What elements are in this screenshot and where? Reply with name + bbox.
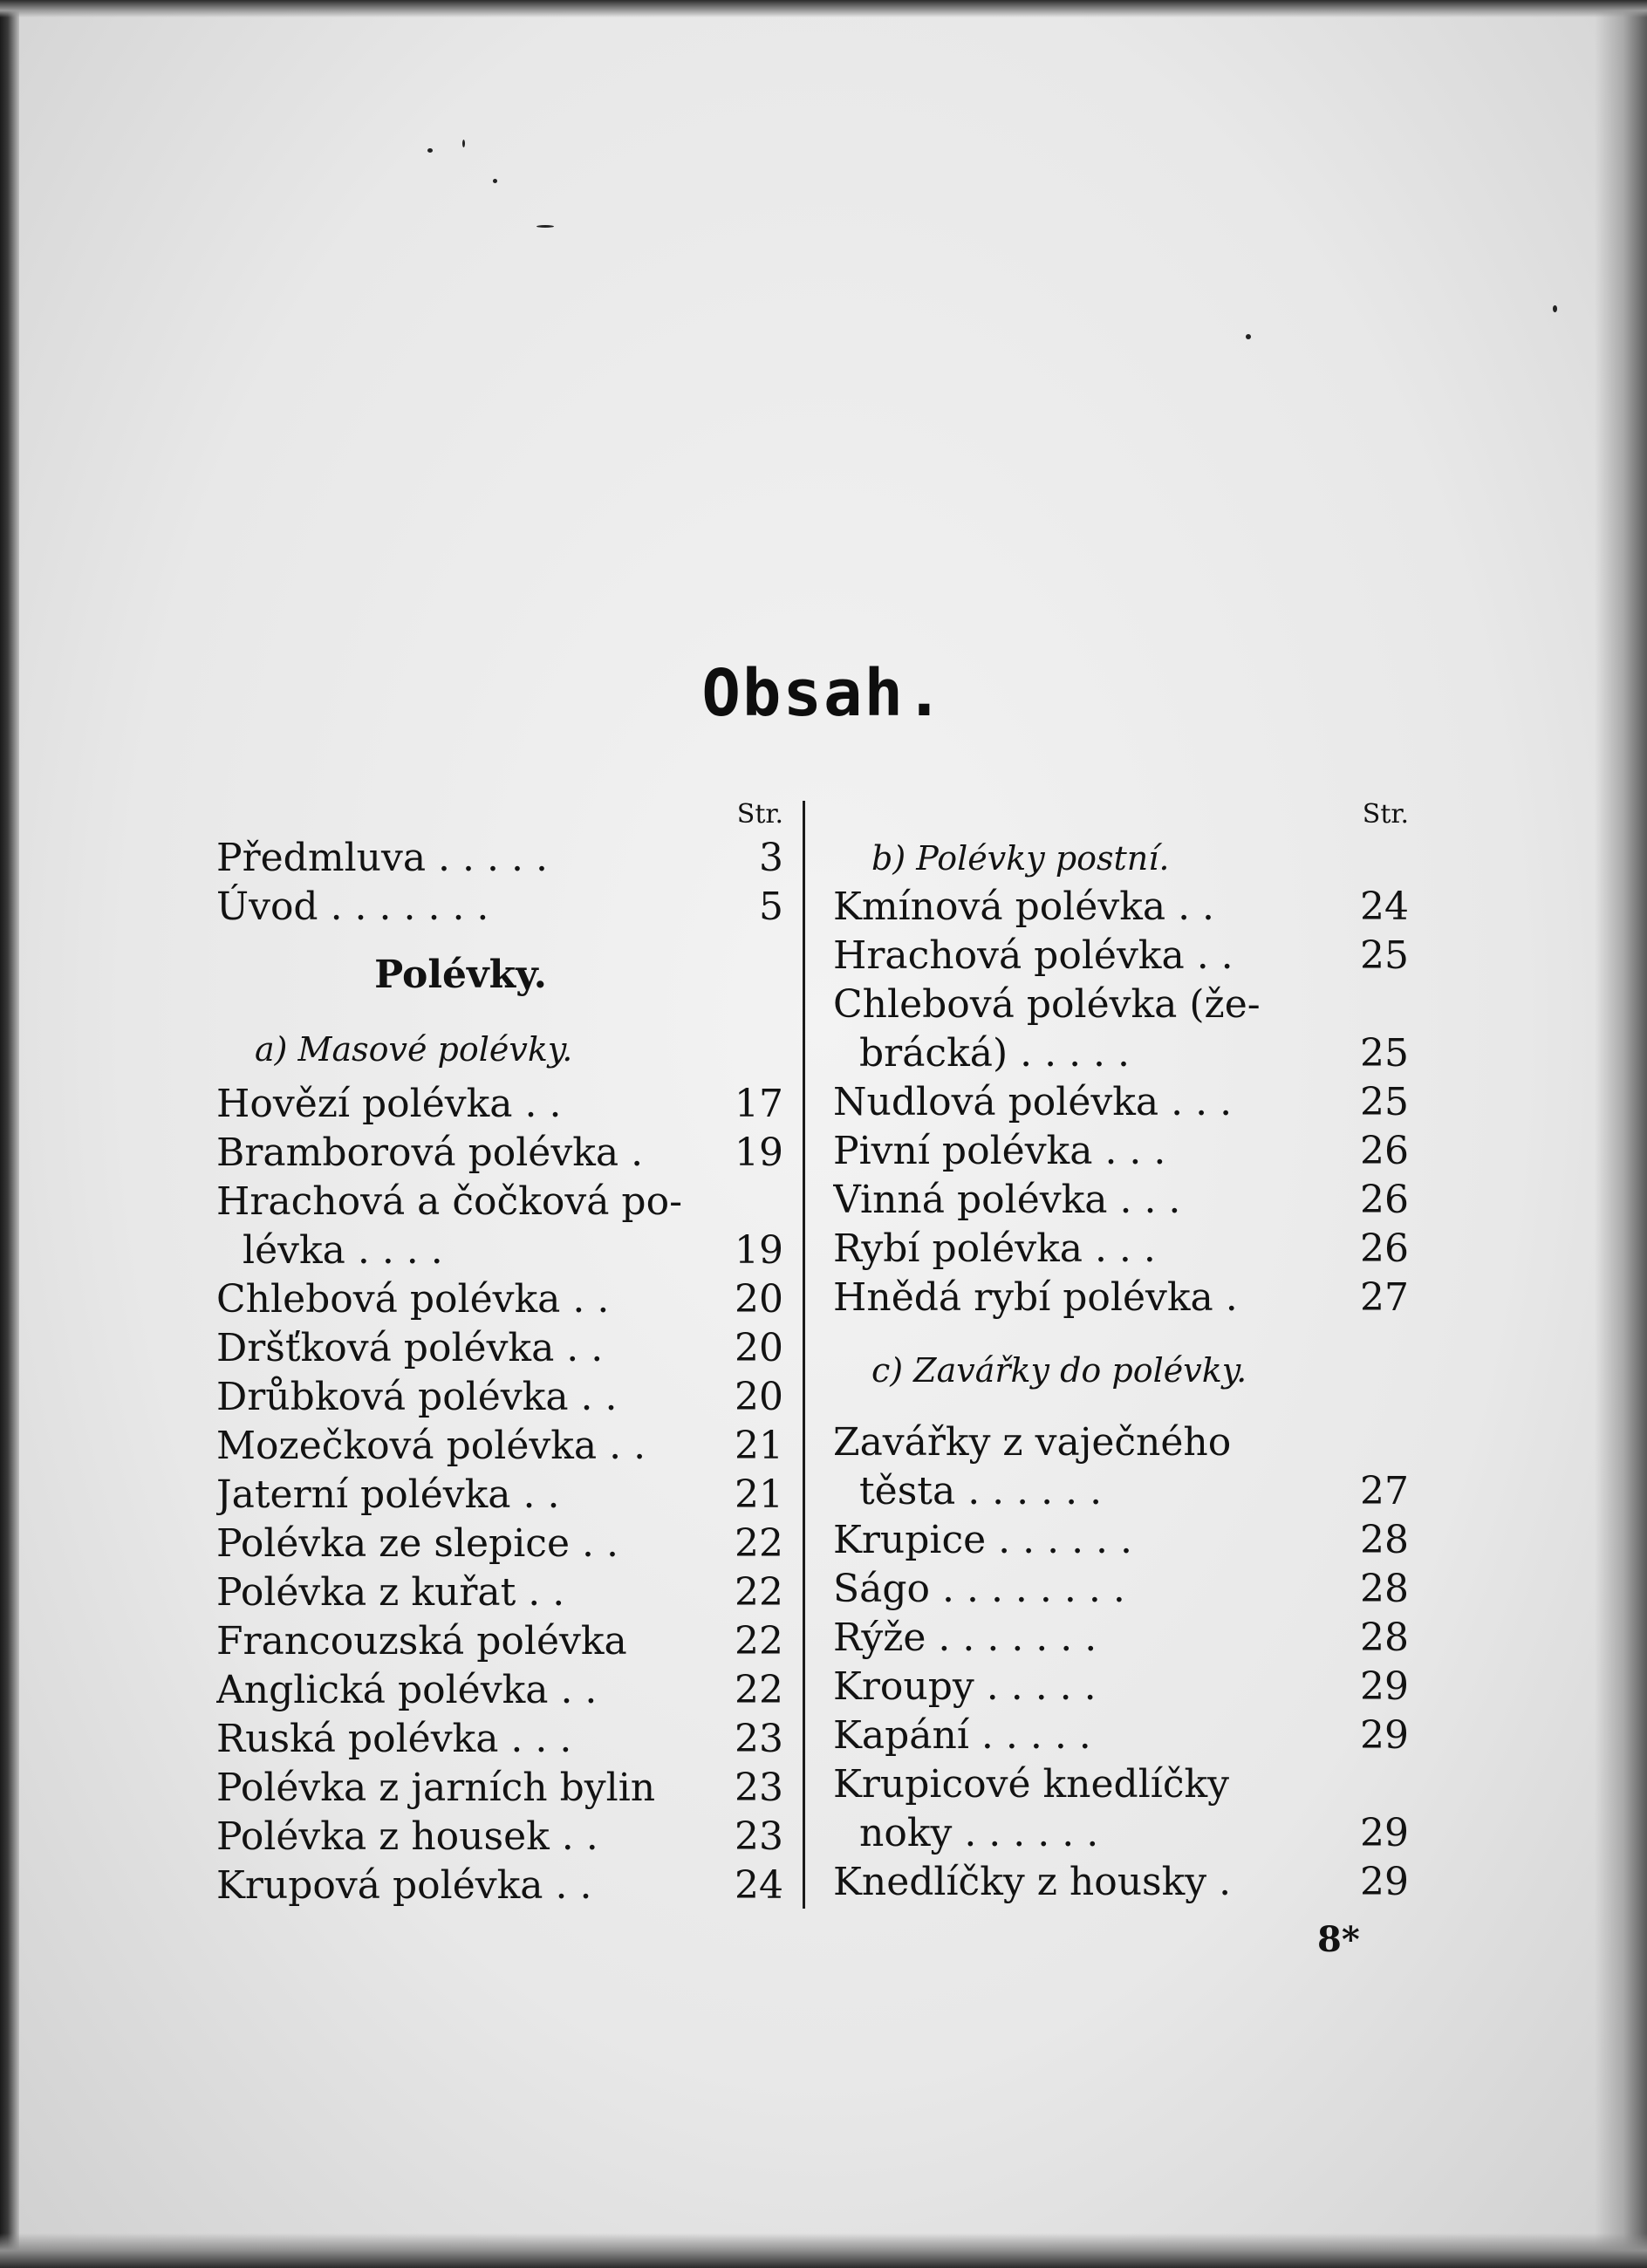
dust-speck — [462, 140, 465, 147]
toc-entry-continuation[interactable] — [833, 1467, 1409, 1516]
toc-entry-title: Hovězí polévka . . — [216, 1082, 562, 1126]
toc-entry-title: Chlebová polévka (že- — [833, 982, 1261, 1027]
toc-entry-title: Krupová polévka . . — [216, 1863, 592, 1908]
toc-entry-title: noky . . . . . . — [859, 1811, 1099, 1855]
toc-entry-page: 28 — [1360, 1616, 1409, 1660]
toc-entry-page: 26 — [1360, 1129, 1409, 1173]
toc-entry-title: lévka . . . . — [243, 1228, 443, 1273]
toc-entry-page: 22 — [735, 1570, 783, 1615]
toc-entry-title: Nudlová polévka . . . — [833, 1080, 1233, 1124]
page-top-edge — [0, 0, 1647, 17]
toc-entry-continuation[interactable] — [833, 1029, 1409, 1078]
spacer — [833, 1322, 1409, 1340]
toc-entry-title: Pivní polévka . . . — [833, 1129, 1166, 1173]
page-title: Obsah. — [701, 656, 946, 731]
dust-speck — [1553, 305, 1557, 312]
section-heading: Polévky. — [374, 953, 547, 997]
toc-entry[interactable] — [216, 1373, 783, 1422]
toc-entry[interactable] — [833, 1516, 1409, 1565]
toc-entry[interactable] — [833, 1614, 1409, 1663]
subsection-heading-a: a) Masové polévky. — [255, 1030, 573, 1069]
page-bottom-edge — [0, 2233, 1647, 2268]
toc-entry-title: Rýže . . . . . . . — [833, 1616, 1097, 1660]
toc-entry-page: 23 — [735, 1717, 783, 1761]
toc-entry[interactable] — [216, 1471, 783, 1520]
toc-entry-page: 19 — [735, 1131, 783, 1175]
toc-entry-page: 29 — [1360, 1860, 1409, 1904]
toc-entry-title: Anglická polévka . . — [216, 1668, 598, 1712]
toc-entry-page: 27 — [1360, 1469, 1409, 1513]
toc-entry-page: 25 — [1360, 1080, 1409, 1124]
toc-entry[interactable] — [216, 1715, 783, 1764]
toc-entry-page: 26 — [1360, 1226, 1409, 1271]
toc-entry-page: 20 — [735, 1277, 783, 1322]
toc-entry-continuation[interactable] — [833, 1809, 1409, 1858]
toc-entry-page: 19 — [735, 1228, 783, 1273]
toc-entry[interactable] — [833, 1176, 1409, 1225]
toc-entry[interactable] — [833, 1858, 1409, 1907]
str-label-right: Str. — [1362, 799, 1409, 830]
toc-entry-title: Vinná polévka . . . — [833, 1178, 1181, 1222]
toc-entry[interactable] — [833, 1127, 1409, 1176]
toc-entry[interactable] — [216, 1275, 783, 1324]
toc-entry[interactable] — [833, 932, 1409, 980]
toc-entry-title: Mozečková polévka . . — [216, 1424, 646, 1468]
toc-entry[interactable] — [216, 883, 783, 932]
toc-entry-title: Polévka z housek . . — [216, 1814, 598, 1859]
dust-speck — [1246, 334, 1251, 339]
toc-entry-title: Úvod . . . . . . . — [216, 885, 489, 929]
toc-entry-page: 20 — [735, 1326, 783, 1370]
toc-entry-page: 27 — [1360, 1275, 1409, 1320]
toc-entry[interactable] — [833, 1418, 1409, 1467]
toc-entry-title: Dršťková polévka . . — [216, 1326, 604, 1370]
toc-entry[interactable] — [833, 1663, 1409, 1711]
dust-speck — [427, 148, 433, 153]
toc-entry[interactable] — [216, 1617, 783, 1666]
toc-entry-page: 29 — [1360, 1811, 1409, 1855]
toc-entry[interactable] — [216, 1080, 783, 1129]
toc-entry-title: Polévka z jarních bylin — [216, 1766, 656, 1810]
toc-entry-page: 5 — [759, 885, 783, 929]
toc-entry-title: těsta . . . . . . — [859, 1469, 1103, 1513]
toc-entry[interactable] — [833, 980, 1409, 1029]
toc-entry-page: 29 — [1360, 1664, 1409, 1709]
toc-entry-title: Polévka ze slepice . . — [216, 1521, 618, 1566]
toc-entry[interactable] — [216, 1666, 783, 1715]
toc-entry[interactable] — [833, 1711, 1409, 1760]
column-divider — [803, 801, 805, 1909]
toc-entry-title: Zavářky z vaječného — [833, 1420, 1232, 1465]
toc-entry-title: Krupicové knedlíčky — [833, 1762, 1230, 1807]
toc-entry-page: 22 — [735, 1619, 783, 1663]
toc-entry-title: Polévka z kuřat . . — [216, 1570, 565, 1615]
toc-entry-title: Předmluva . . . . . — [216, 836, 548, 880]
spacer — [833, 1401, 1409, 1418]
toc-entry-page: 17 — [735, 1082, 783, 1126]
toc-entry[interactable] — [833, 1565, 1409, 1614]
toc-entry[interactable] — [833, 883, 1409, 932]
toc-entry[interactable] — [833, 1225, 1409, 1274]
toc-entry[interactable] — [216, 1520, 783, 1568]
toc-entry-page: 24 — [735, 1863, 783, 1908]
toc-entry[interactable] — [216, 1764, 783, 1813]
page-right-edge — [1595, 0, 1647, 2268]
toc-entry-title: Jaterní polévka . . — [216, 1472, 560, 1517]
toc-entry[interactable] — [216, 1129, 783, 1178]
toc-right-column — [833, 796, 1409, 1907]
toc-entry-page: 20 — [735, 1375, 783, 1419]
toc-entry-title: Hnědá rybí polévka . — [833, 1275, 1238, 1320]
toc-entry-title: Knedlíčky z housky . — [833, 1860, 1232, 1904]
toc-entry-page: 28 — [1360, 1567, 1409, 1611]
toc-entry-title: Kmínová polévka . . — [833, 885, 1215, 929]
toc-entry-title: Rybí polévka . . . — [833, 1226, 1156, 1271]
toc-entry-title: Drůbková polévka . . — [216, 1375, 618, 1419]
toc-entry-title: Krupice . . . . . . — [833, 1518, 1132, 1562]
toc-entry[interactable] — [833, 1078, 1409, 1127]
toc-entry-page: 22 — [735, 1521, 783, 1566]
toc-entry-title: brácká) . . . . . — [859, 1031, 1130, 1076]
toc-left-column — [216, 796, 783, 1910]
toc-entry-title: Chlebová polévka . . — [216, 1277, 610, 1322]
toc-entry-page: 24 — [1360, 885, 1409, 929]
toc-entry-page: 21 — [735, 1472, 783, 1517]
toc-entry[interactable] — [833, 1760, 1409, 1809]
toc-entry-page: 25 — [1360, 1031, 1409, 1076]
toc-entry-page: 28 — [1360, 1518, 1409, 1562]
dust-speck — [536, 225, 554, 228]
page-left-edge — [0, 0, 19, 2268]
toc-entry-page: 23 — [735, 1814, 783, 1859]
toc-entry[interactable] — [216, 1422, 783, 1471]
toc-entry[interactable] — [216, 834, 783, 883]
toc-entry[interactable] — [216, 1178, 783, 1226]
toc-entry-title: Hrachová a čočková po- — [216, 1179, 682, 1224]
toc-entry[interactable] — [216, 1568, 783, 1617]
dust-speck — [493, 179, 497, 183]
toc-entry-title: Kapání . . . . . — [833, 1713, 1091, 1758]
subsection-heading-b: b) Polévky postní. — [871, 839, 1170, 878]
toc-entry-page: 3 — [759, 836, 783, 880]
toc-entry-continuation[interactable] — [216, 1226, 783, 1275]
toc-entry-title: Hrachová polévka . . — [833, 933, 1234, 978]
str-label-left: Str. — [736, 799, 783, 830]
toc-entry-page: 29 — [1360, 1713, 1409, 1758]
toc-entry[interactable] — [216, 1324, 783, 1373]
toc-entry[interactable] — [216, 1813, 783, 1862]
toc-entry-page: 22 — [735, 1668, 783, 1712]
toc-entry-title: Francouzská polévka — [216, 1619, 627, 1663]
toc-entry[interactable] — [216, 1862, 783, 1910]
page-number: 8* — [1317, 1919, 1360, 1960]
toc-entry-page: 25 — [1360, 933, 1409, 978]
subsection-heading-c: c) Zavářky do polévky. — [871, 1351, 1247, 1390]
toc-entry-page: 26 — [1360, 1178, 1409, 1222]
toc-entry-page: 21 — [735, 1424, 783, 1468]
toc-entry-title: Bramborová polévka . — [216, 1131, 644, 1175]
toc-entry-title: Ságo . . . . . . . . — [833, 1567, 1125, 1611]
toc-entry-title: Ruská polévka . . . — [216, 1717, 572, 1761]
toc-entry[interactable] — [833, 1274, 1409, 1322]
toc-entry-title: Kroupy . . . . . — [833, 1664, 1097, 1709]
toc-entry-page: 23 — [735, 1766, 783, 1810]
